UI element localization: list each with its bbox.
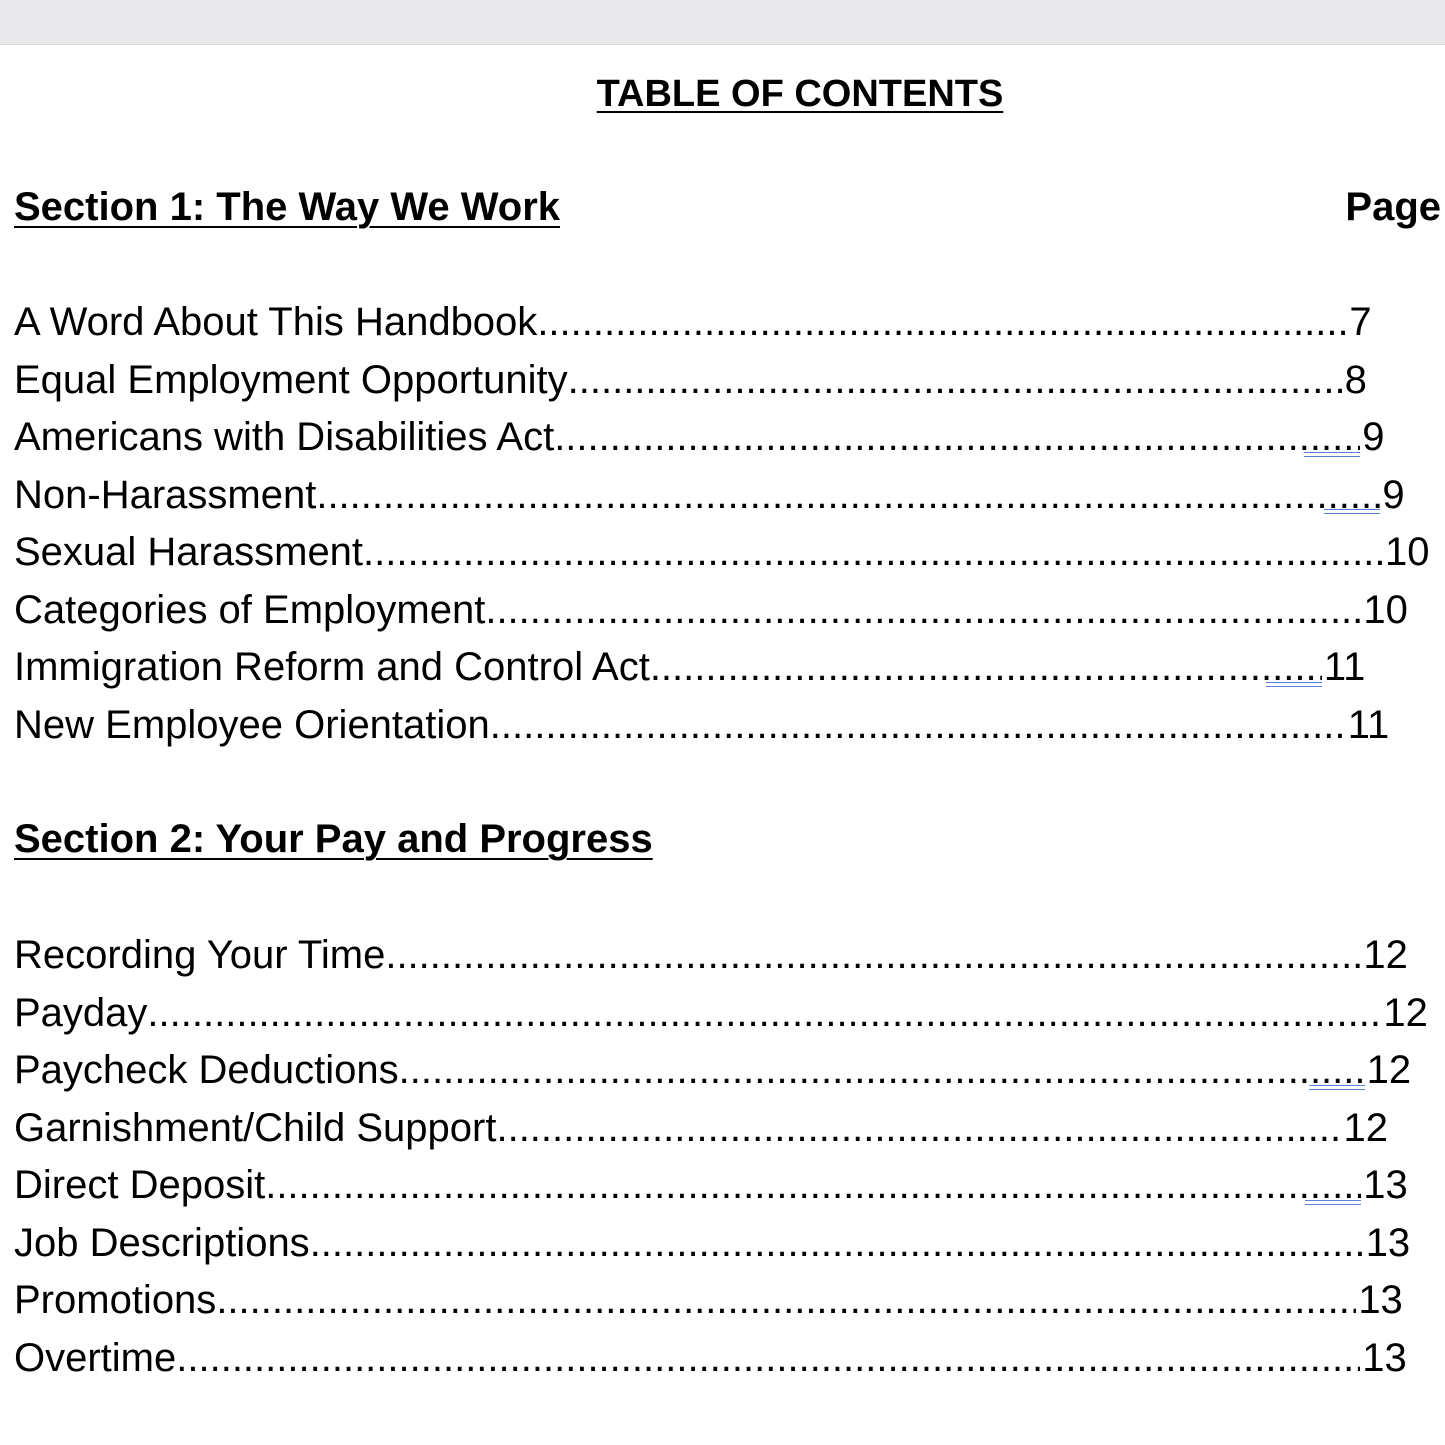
toc-entry-label: Categories of Employment xyxy=(14,587,486,632)
toc-entry-label: Americans with Disabilities Act xyxy=(14,415,555,459)
toc-entry[interactable] xyxy=(14,524,1445,582)
toc-title: TABLE OF CONTENTS xyxy=(596,73,1004,115)
dot-leader xyxy=(147,985,1381,1043)
toc-entry[interactable] xyxy=(14,1330,1445,1388)
toc-entry[interactable] xyxy=(14,1157,1445,1215)
toc-entry-page: 12 xyxy=(1363,933,1408,977)
toc-entry[interactable] xyxy=(14,294,1445,352)
toc-entry[interactable] xyxy=(14,352,1445,410)
section-2-entries xyxy=(14,927,1445,1387)
dot-leader xyxy=(490,697,1346,755)
toc-entry[interactable] xyxy=(14,1272,1445,1330)
dot-leader xyxy=(554,409,1360,467)
toc-entry[interactable] xyxy=(14,639,1445,697)
toc-entry[interactable] xyxy=(14,582,1445,640)
window-top-bar xyxy=(0,0,1445,45)
toc-entry-label: Paycheck Deductions xyxy=(14,1048,399,1092)
section-2-heading: Section 2: Your Pay and Progress xyxy=(14,817,653,861)
toc-entry[interactable] xyxy=(14,985,1445,1043)
toc-entry[interactable] xyxy=(14,1100,1445,1158)
toc-entry-label: Equal Employment Opportunity xyxy=(14,357,568,402)
section-1-entries xyxy=(14,294,1445,754)
toc-entry-page: 13 xyxy=(1358,1278,1403,1322)
dot-leader xyxy=(650,639,1322,697)
dot-leader xyxy=(496,1100,1341,1158)
toc-entry-page: 12 xyxy=(1366,1048,1412,1092)
document-page xyxy=(0,45,1445,1445)
toc-entry-page: 12 xyxy=(1343,1105,1388,1150)
toc-entry[interactable] xyxy=(14,927,1445,985)
toc-entry-label: Non-Harassment xyxy=(14,472,317,517)
toc-entry[interactable] xyxy=(14,1042,1445,1100)
toc-entry-label: Recording Your Time xyxy=(14,933,386,977)
dot-leader xyxy=(485,582,1361,640)
dot-leader xyxy=(568,352,1343,410)
dot-leader xyxy=(316,467,1380,525)
toc-entry-page: 7 xyxy=(1349,300,1372,344)
toc-entry-page: 10 xyxy=(1363,587,1408,632)
toc-entry-label: Overtime xyxy=(14,1335,177,1380)
toc-entry-page: 13 xyxy=(1362,1335,1407,1380)
toc-entry-page: 11 xyxy=(1347,702,1390,747)
toc-entry-label: A Word About This Handbook xyxy=(14,300,538,344)
dot-leader xyxy=(399,1042,1365,1100)
toc-entry-page: 9 xyxy=(1362,415,1385,459)
dot-leader xyxy=(385,927,1361,985)
dot-leader xyxy=(310,1215,1364,1273)
toc-entry-label: Payday xyxy=(14,990,148,1035)
toc-entry-label: Job Descriptions xyxy=(14,1220,310,1265)
toc-entry-label: New Employee Orientation xyxy=(14,702,490,747)
toc-entry-label: Promotions xyxy=(14,1278,217,1322)
toc-entry-label: Garnishment/Child Support xyxy=(14,1105,497,1150)
toc-entry[interactable] xyxy=(14,697,1445,755)
dot-leader xyxy=(216,1272,1356,1330)
toc-entry-page: 9 xyxy=(1382,472,1405,517)
section-1-heading: Section 1: The Way We Work xyxy=(14,185,561,229)
toc-entry-page: 10 xyxy=(1385,530,1430,574)
toc-entry[interactable] xyxy=(14,1215,1445,1273)
toc-entry[interactable] xyxy=(14,409,1445,467)
dot-leader xyxy=(363,524,1383,582)
toc-entry-label: Direct Deposit xyxy=(14,1163,266,1207)
page-column-label: Page xyxy=(1345,185,1441,229)
toc-entry-page: 13 xyxy=(1365,1220,1411,1265)
toc-entry[interactable] xyxy=(14,467,1445,525)
toc-entry-label: Immigration Reform and Control Act xyxy=(14,645,650,689)
toc-entry-label: Sexual Harassment xyxy=(14,530,364,574)
toc-entry-page: 12 xyxy=(1383,990,1428,1035)
toc-entry-page: 11 xyxy=(1323,645,1366,689)
dot-leader xyxy=(176,1330,1360,1388)
dot-leader xyxy=(537,294,1347,352)
toc-entry-page: 13 xyxy=(1363,1163,1408,1207)
dot-leader xyxy=(265,1157,1361,1215)
toc-entry-page: 8 xyxy=(1344,357,1367,402)
